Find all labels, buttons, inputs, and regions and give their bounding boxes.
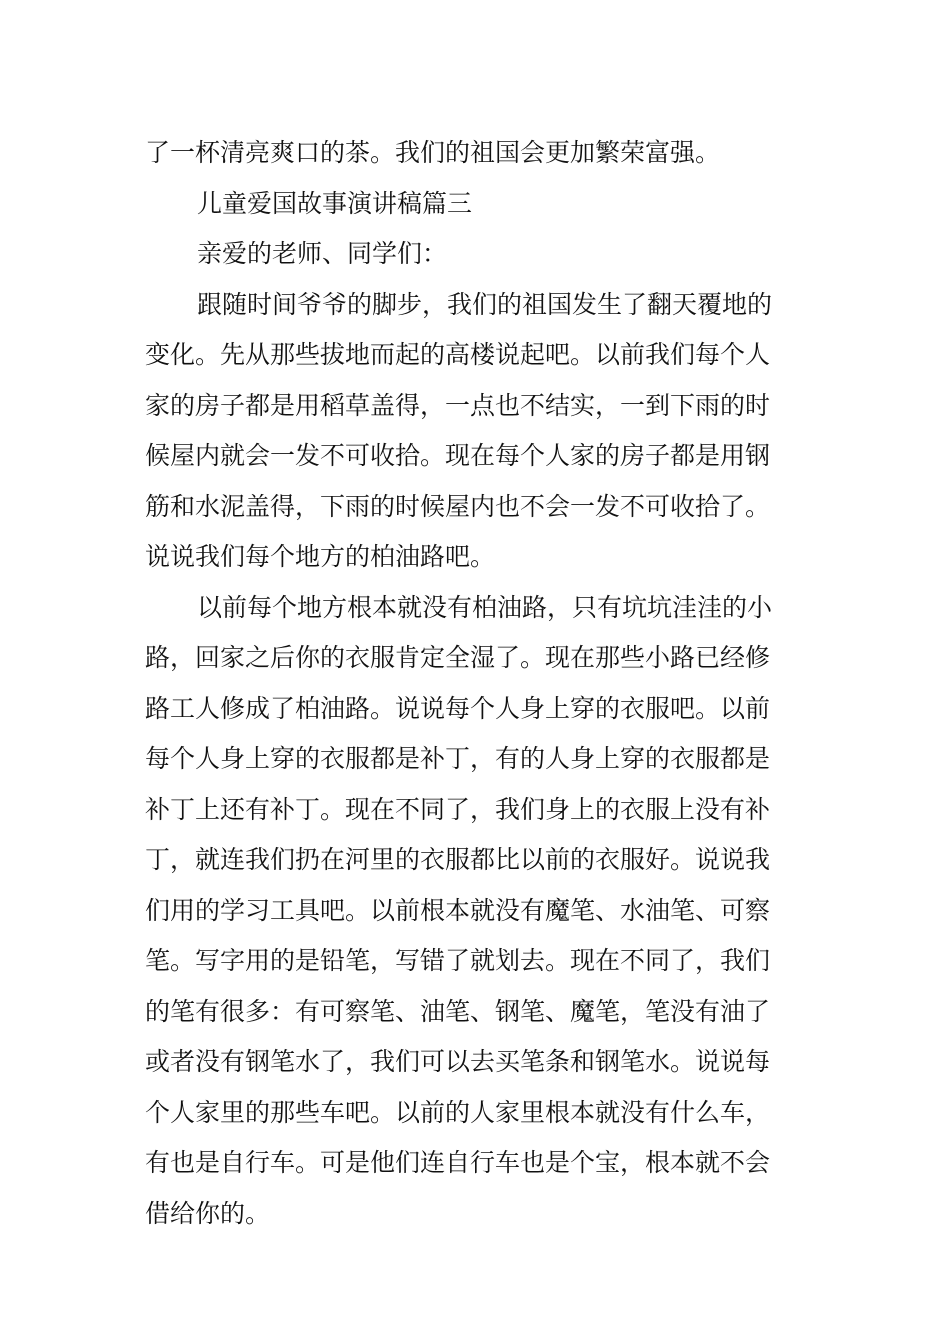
paragraph-body-1	[145, 280, 807, 583]
text-line: 跟随时间爷爷的脚步，我们的祖国发生了翻天覆地的	[197, 289, 773, 319]
text-line: 变化。先从那些拔地而起的高楼说起吧。以前我们每个人	[145, 340, 771, 369]
section-title	[145, 179, 807, 230]
text-line: 借给你的。	[145, 1198, 271, 1228]
text-line: 路工人修成了柏油路。说说每个人身上穿的衣服吧。以前	[145, 693, 771, 723]
greeting	[145, 229, 807, 280]
text-line: 儿童爱国故事演讲稿篇三	[197, 188, 473, 218]
text-line: 们用的学习工具吧。以前根本就没有魔笔、水油笔、可察	[145, 895, 771, 925]
document-body	[145, 128, 807, 1239]
text-line: 筋和水泥盖得，下雨的时候屋内也不会一发不可收拾了。	[145, 491, 771, 521]
text-line: 每个人身上穿的衣服都是补丁，有的人身上穿的衣服都是	[145, 744, 771, 773]
text-line: 亲爱的老师、同学们：	[197, 239, 448, 268]
text-line: 的笔有很多：有可察笔、油笔、钢笔、魔笔，笔没有油了	[145, 996, 771, 1026]
text-line: 路，回家之后你的衣服肯定全湿了。现在那些小路已经修	[145, 643, 771, 672]
text-line: 有也是自行车。可是他们连自行车也是个宝，根本就不会	[145, 1148, 771, 1177]
text-line: 候屋内就会一发不可收拾。现在每个人家的房子都是用钢	[145, 441, 771, 470]
text-line: 丁，就连我们扔在河里的衣服都比以前的衣服好。说说我	[145, 845, 771, 874]
text-line: 笔。写字用的是铅笔，写错了就划去。现在不同了，我们	[145, 946, 771, 975]
text-line: 以前每个地方根本就没有柏油路，只有坑坑洼洼的小	[197, 592, 773, 622]
text-line: 了一杯清亮爽口的茶。我们的祖国会更加繁荣富强。	[145, 138, 721, 167]
paragraph-continued	[145, 128, 807, 179]
text-line: 家的房子都是用稻草盖得，一点也不结实，一到下雨的时	[145, 390, 771, 420]
text-line: 或者没有钢笔水了，我们可以去买笔条和钢笔水。说说每	[145, 1047, 771, 1076]
paragraph-body-2	[145, 583, 807, 1240]
text-line: 说说我们每个地方的柏油路吧。	[145, 542, 496, 571]
text-line: 补丁上还有补丁。现在不同了，我们身上的衣服上没有补	[145, 794, 771, 824]
text-line: 个人家里的那些车吧。以前的人家里根本就没有什么车，	[145, 1097, 771, 1127]
